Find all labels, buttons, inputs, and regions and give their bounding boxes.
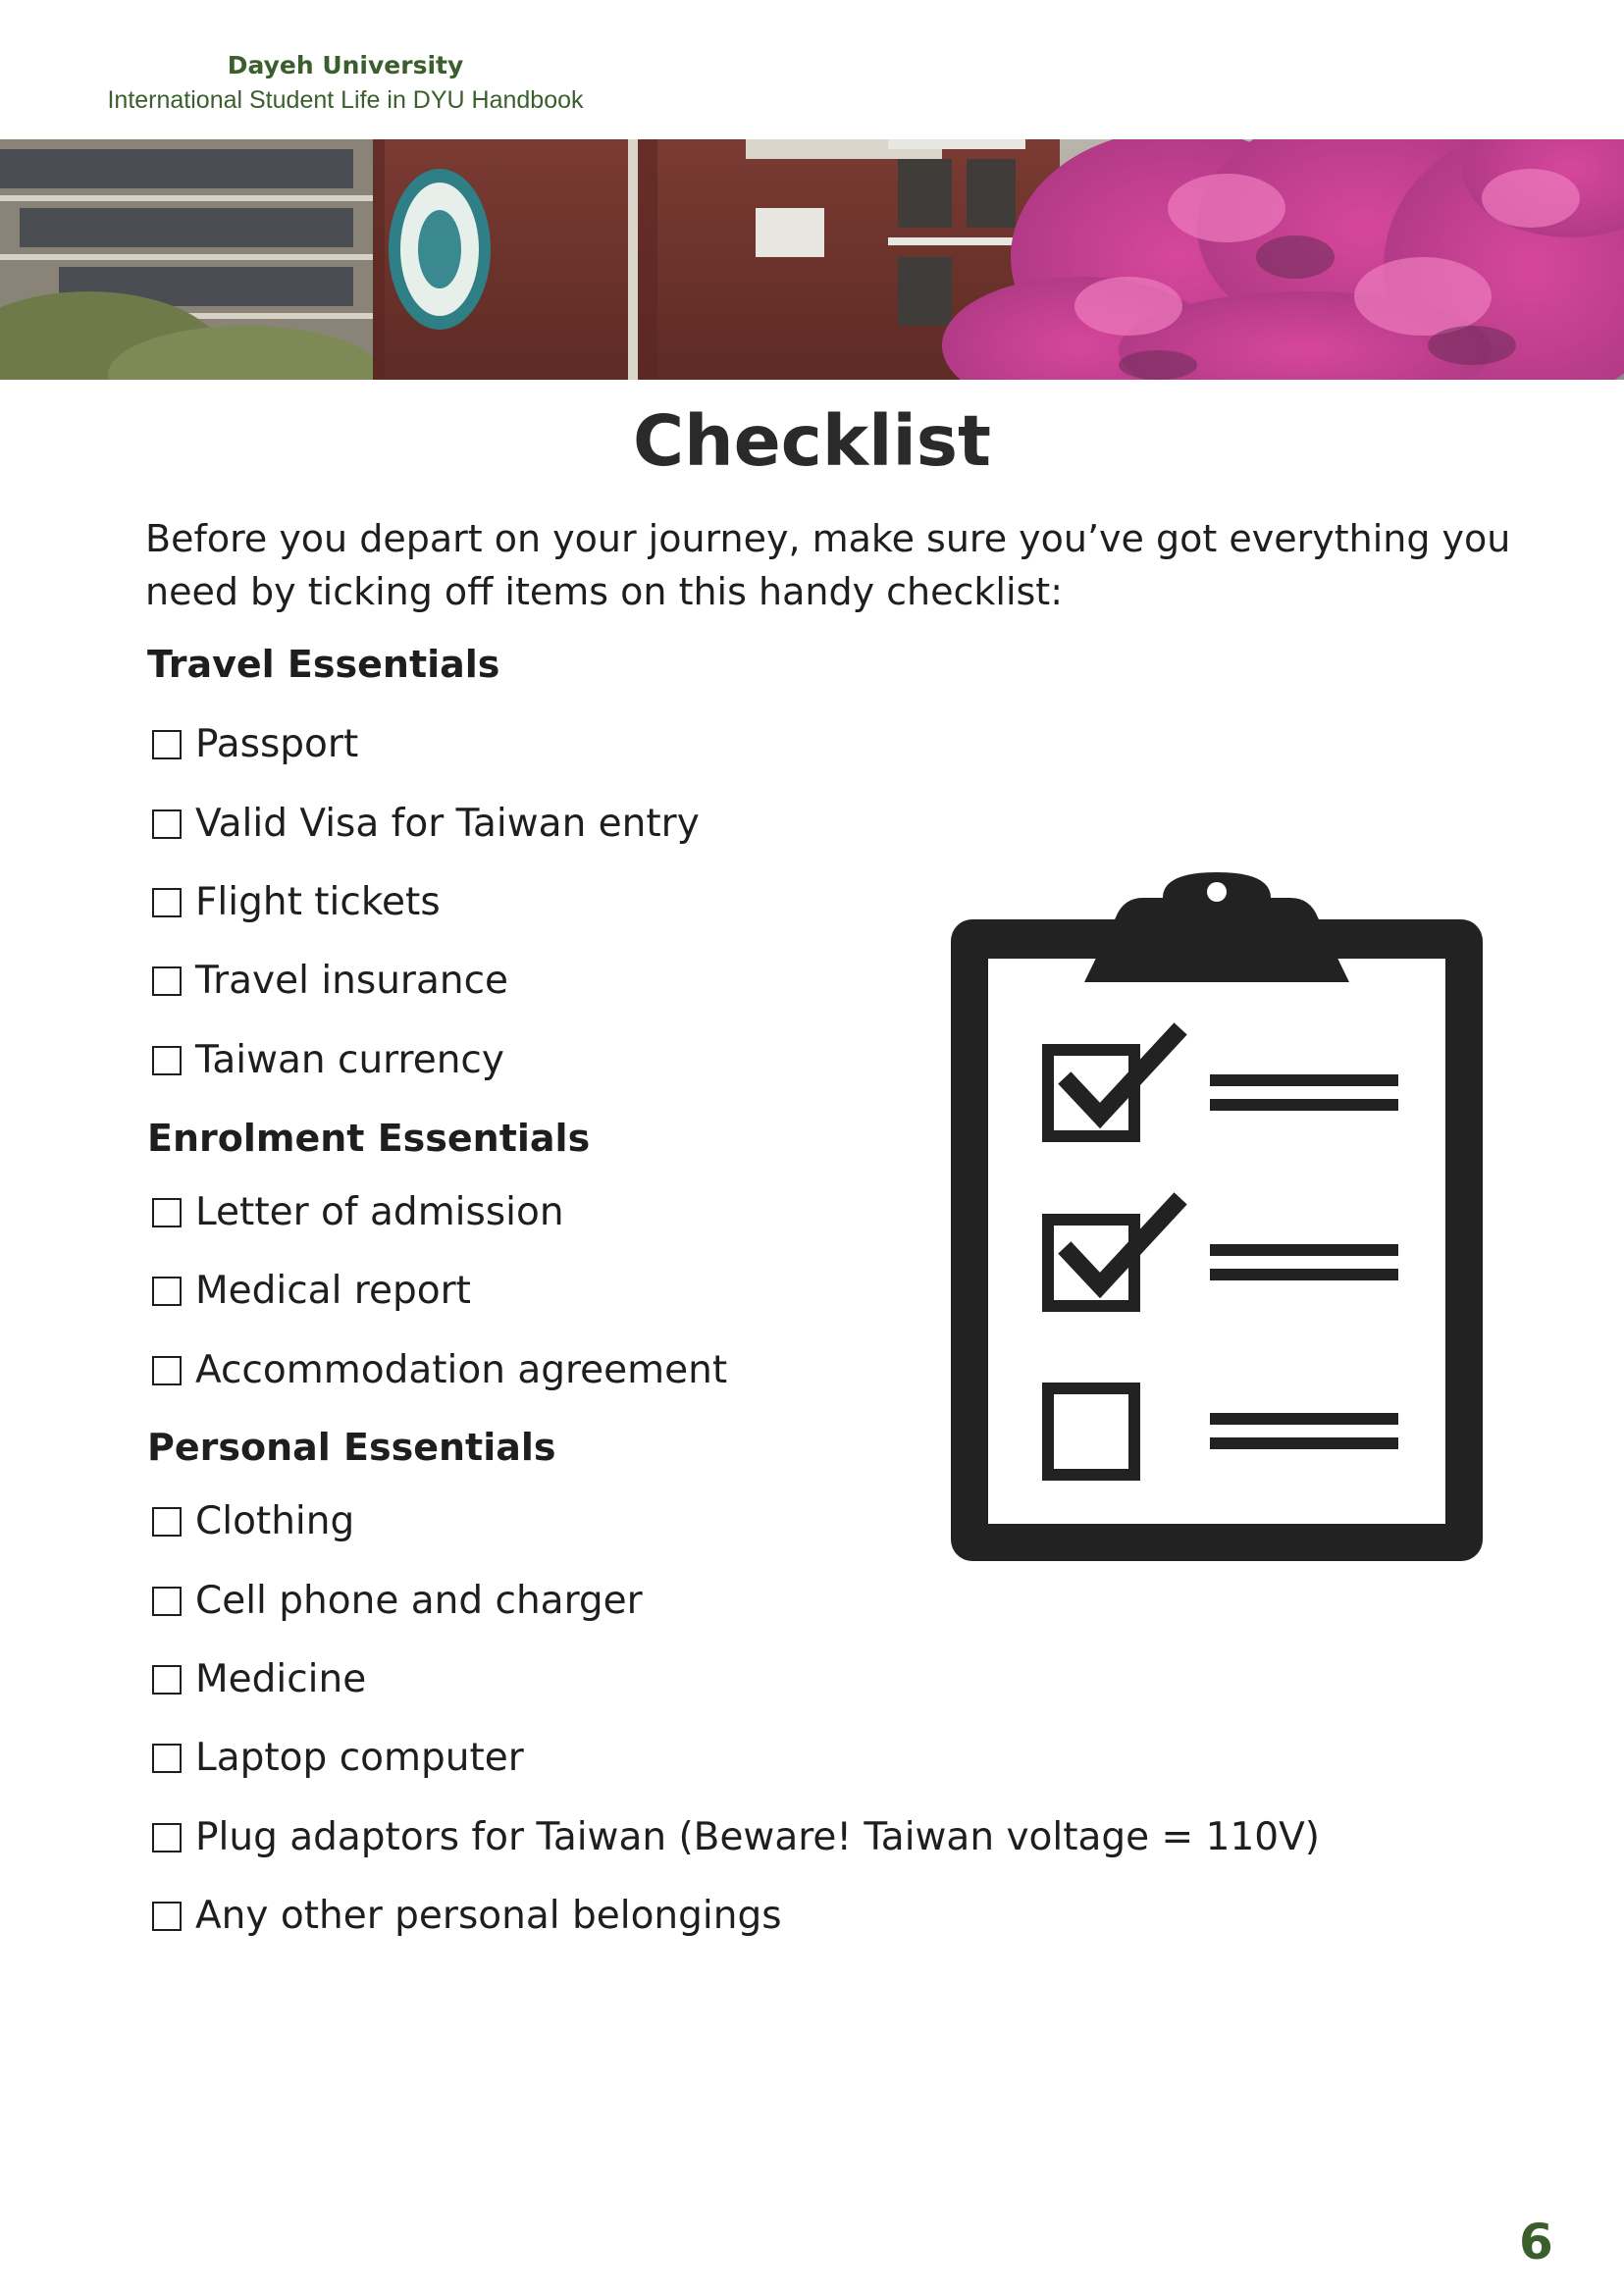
- checklist-item-label: Any other personal belongings: [195, 1894, 782, 1938]
- checklist-item-label: Taiwan currency: [195, 1038, 504, 1082]
- checklist-item-label: Accommodation agreement: [195, 1348, 728, 1392]
- checklist-item[interactable]: [152, 1346, 727, 1395]
- checkbox-icon[interactable]: [152, 730, 182, 759]
- checklist-item-label: Plug adaptors for Taiwan (Beware! Taiwan voltage = 110V): [195, 1815, 1320, 1859]
- checklist-item-label: Travel insurance: [195, 959, 509, 1003]
- university-name: Dayeh University: [227, 51, 464, 79]
- checkbox-icon[interactable]: [152, 888, 182, 917]
- checklist-item[interactable]: [152, 1267, 471, 1316]
- checklist-item-label: Valid Visa for Taiwan entry: [195, 802, 700, 846]
- checklist-item[interactable]: [152, 1892, 782, 1941]
- checklist-item-label: Passport: [195, 722, 359, 766]
- page-number: 6: [1519, 2214, 1553, 2270]
- checkbox-icon[interactable]: [152, 1046, 182, 1075]
- checklist-item[interactable]: [152, 800, 700, 849]
- checklist-item-label: Medicine: [195, 1657, 367, 1701]
- checkbox-icon[interactable]: [152, 1587, 182, 1616]
- checklist-item[interactable]: [152, 1036, 504, 1085]
- checklist-item-label: Letter of admission: [195, 1190, 564, 1234]
- checklist-item[interactable]: [152, 1497, 354, 1546]
- checkbox-icon[interactable]: [152, 809, 182, 839]
- checklist-item-label: Laptop computer: [195, 1736, 524, 1780]
- checkbox-icon[interactable]: [152, 1744, 182, 1773]
- checklist-item[interactable]: [152, 1734, 524, 1783]
- checkbox-icon[interactable]: [152, 1277, 182, 1306]
- page-title: Checklist: [633, 400, 991, 482]
- checkbox-icon[interactable]: [152, 1356, 182, 1385]
- checklist-item[interactable]: [152, 1813, 1320, 1862]
- checklist-item[interactable]: [152, 1188, 564, 1237]
- checkbox-icon[interactable]: [152, 1665, 182, 1695]
- section-heading-personal: Personal Essentials: [147, 1426, 556, 1469]
- checkbox-icon[interactable]: [152, 1507, 182, 1537]
- campus-banner-image: [0, 139, 1624, 380]
- clipboard-checklist-icon: [947, 868, 1487, 1569]
- section-heading-enrolment: Enrolment Essentials: [147, 1117, 591, 1160]
- checkbox-icon[interactable]: [152, 1902, 182, 1931]
- checklist-item-label: Clothing: [195, 1499, 355, 1543]
- section-heading-travel: Travel Essentials: [147, 643, 500, 686]
- checkbox-icon[interactable]: [152, 1198, 182, 1227]
- checklist-item-label: Cell phone and charger: [195, 1579, 643, 1623]
- checklist-item[interactable]: [152, 878, 441, 927]
- intro-paragraph: Before you depart on your journey, make sure you’ve got everything you need by ticking off items on this handy checklist:: [145, 517, 1511, 613]
- checklist-item-label: Medical report: [195, 1269, 471, 1313]
- checkbox-icon[interactable]: [152, 966, 182, 996]
- handbook-header: [71, 49, 620, 118]
- checklist-item[interactable]: [152, 1655, 366, 1704]
- checklist-item-label: Flight tickets: [195, 880, 441, 924]
- checklist-item[interactable]: [152, 720, 358, 769]
- handbook-subtitle: International Student Life in DYU Handbook: [107, 86, 584, 114]
- checkbox-icon[interactable]: [152, 1823, 182, 1852]
- checklist-item[interactable]: [152, 957, 508, 1006]
- checklist-item[interactable]: [152, 1577, 643, 1626]
